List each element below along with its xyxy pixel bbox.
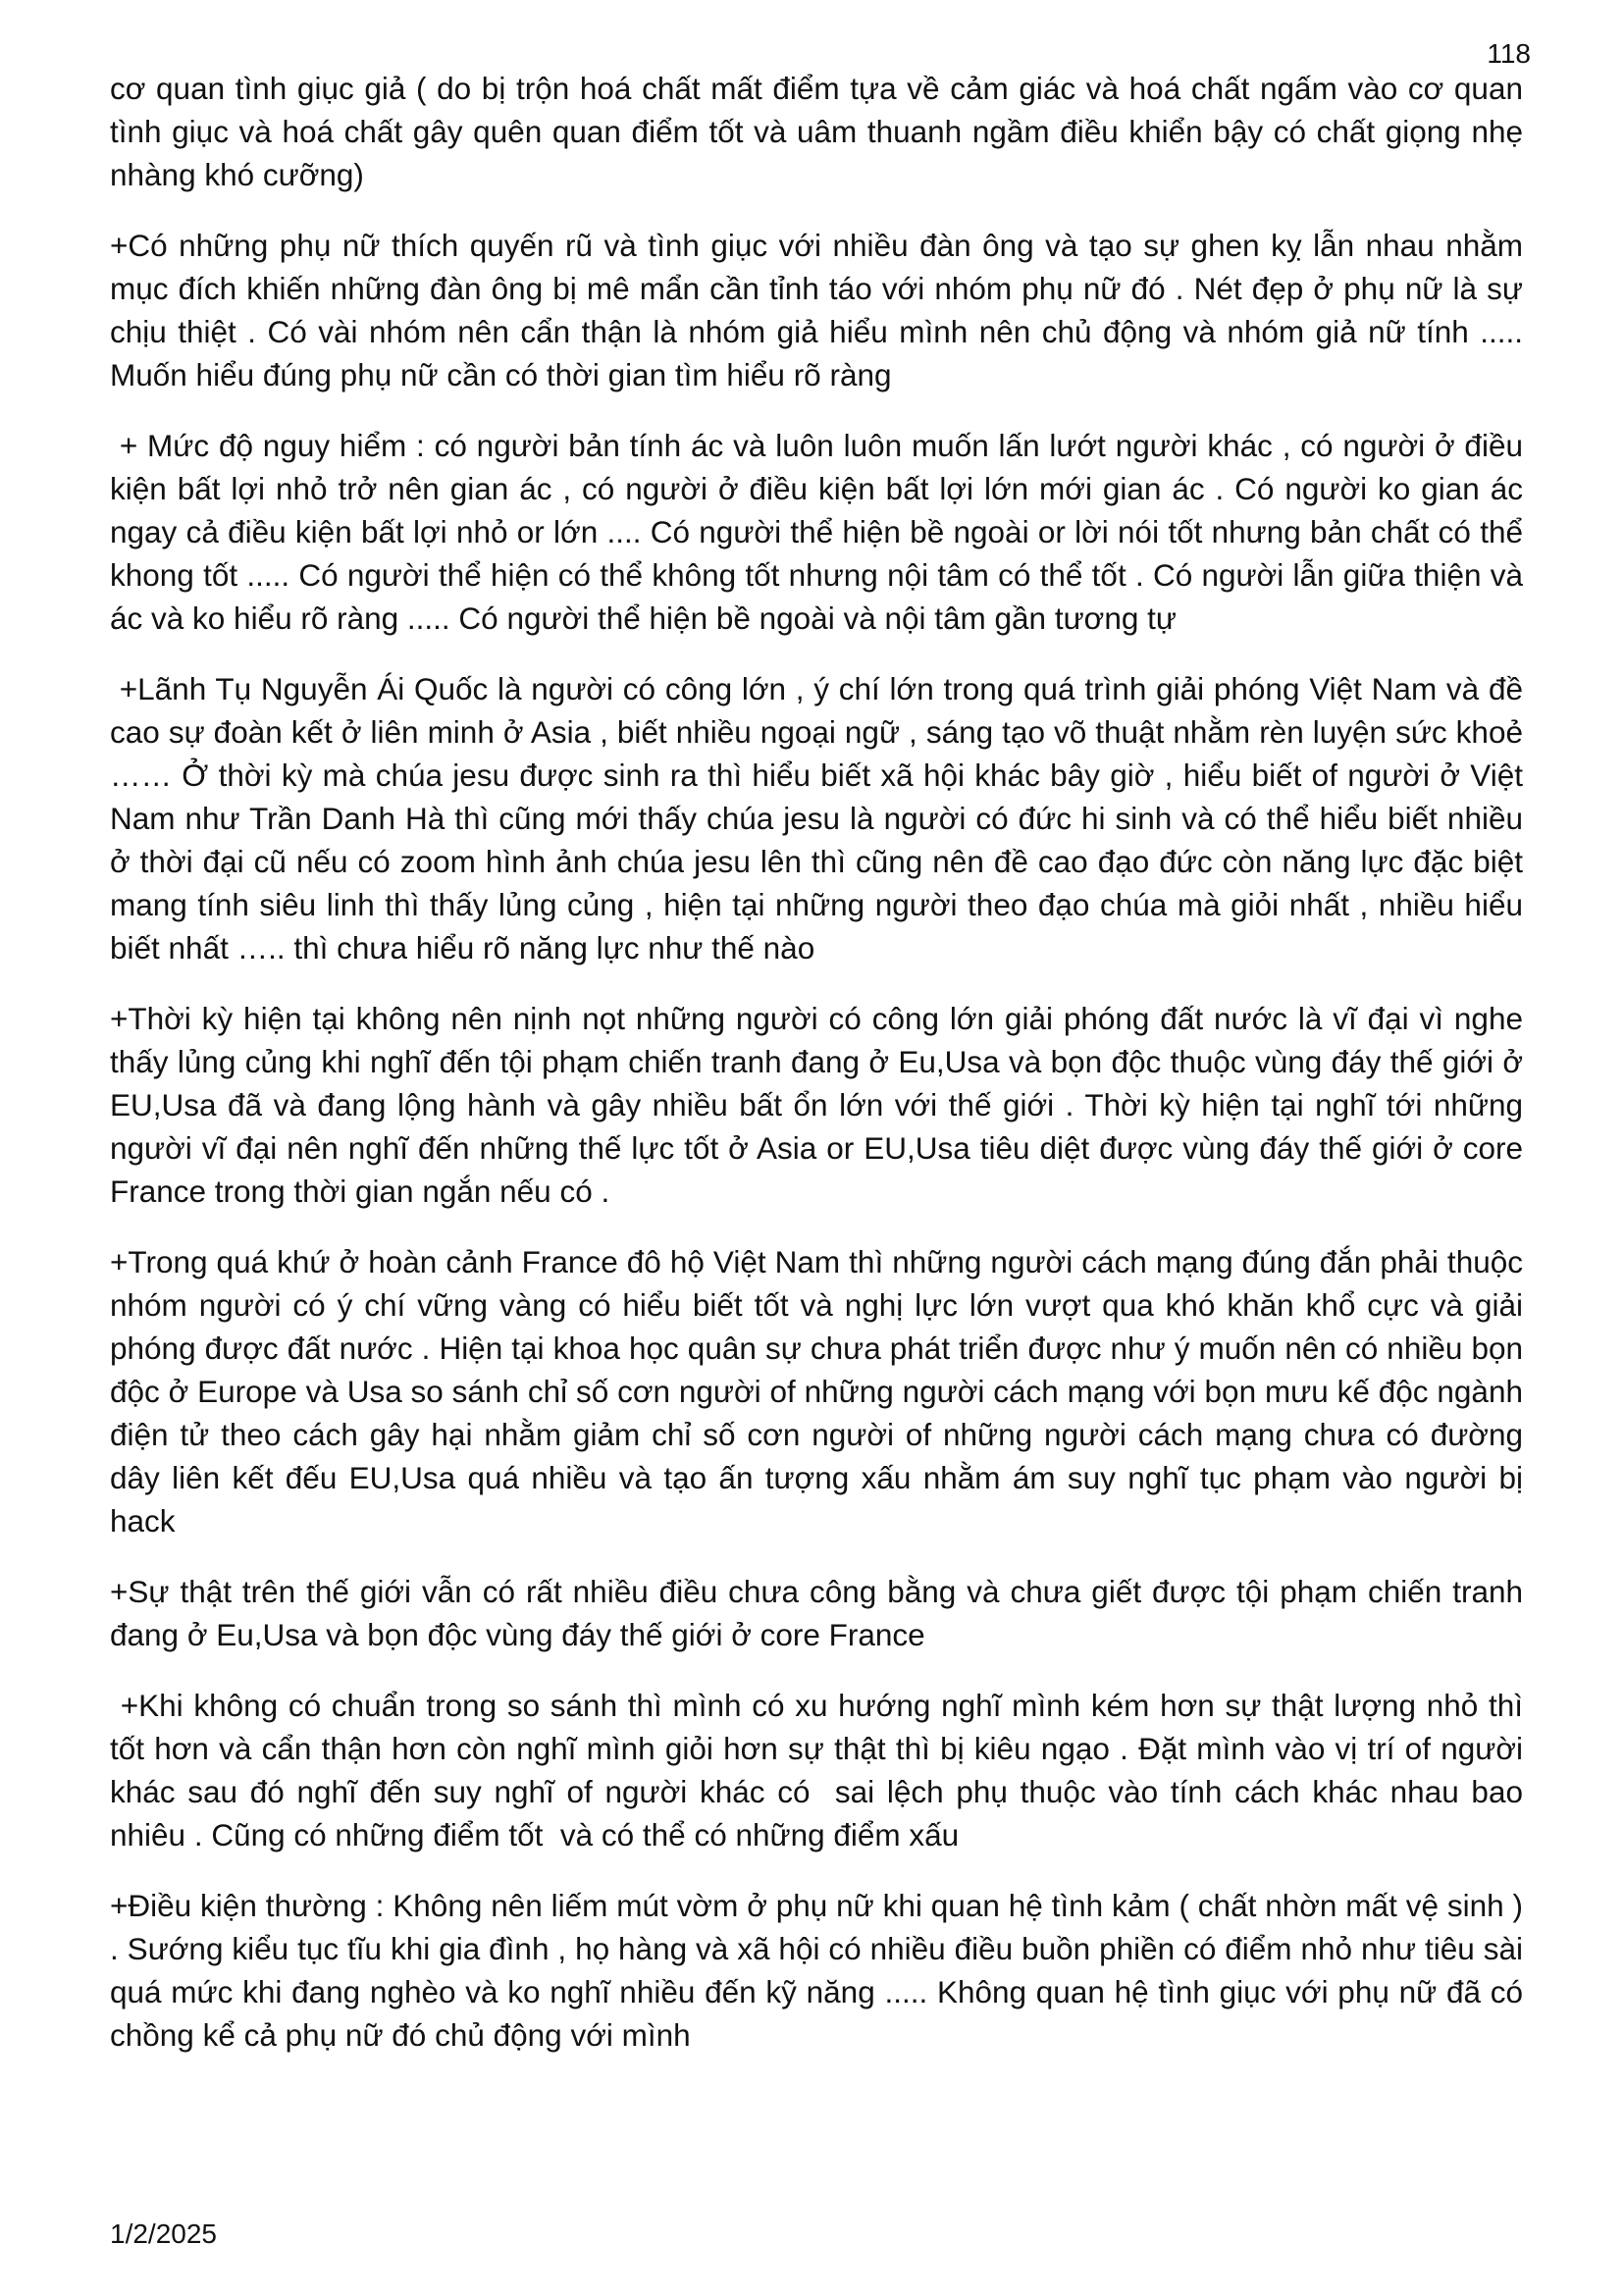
paragraph-9: +Điều kiện thường : Không nên liếm mút vờm ở phụ nữ khi quan hệ tình kảm ( chất nhờn mất vệ sinh ) . Sướng kiểu tục tĩu khi gia đình , họ hàng và xã hội có nhiều điều buồn phiền có điểm nhỏ như tiêu sài quá mức khi đang nghèo và ko nghĩ nhiều đến kỹ năng ..... Không quan hệ tình giục với phụ nữ đã có chồng kể cả phụ nữ đó chủ động với mình (110, 1888, 1532, 2053)
paragraph-2: +Có những phụ nữ thích quyến rũ và tình giục với nhiều đàn ông và tạo sự ghen kỵ lẫn nhau nhằm mục đích khiến những đàn ông bị mê mẩn cần tỉnh táo với nhóm phụ nữ đó . Nét đẹp ở phụ nữ là sự chịu thiệt . Có vài nhóm nên cẩn thận là nhóm giả hiểu mình nên chủ động và nhóm giả nữ tính ..... Muốn hiểu đúng phụ nữ cần có thời gian tìm hiểu rõ ràng (110, 228, 1541, 392)
paragraph-5: +Thời kỳ hiện tại không nên nịnh nọt những người có công lớn giải phóng đất nước là vĩ đại vì nghe thấy lủng củng khi nghĩ đến tội phạm chiến tranh đang ở Eu,Usa và bọn độc thuộc vùng đáy thế giới ở EU,Usa đã và đang lộng hành và gây nhiều bất ổn lớn với thế giới . Thời kỳ hiện tại nghĩ tới những người vĩ đại nên nghĩ đến những thế lực tốt ở Asia or EU,Usa tiêu diệt được vùng đáy thế giới ở core France trong thời gian ngắn nếu có . (110, 1001, 1532, 1209)
paragraph-4: +Lãnh Tụ Nguyễn Ái Quốc là người có công lớn , ý chí lớn trong quá trình giải phóng Việt Nam và đề cao sự đoàn kết ở liên minh ở Asia , biết nhiều ngoại ngữ , sáng tạo võ thuật nhằm rèn luyện sức khoẻ …… Ở thời kỳ mà chúa jesu được sinh ra thì hiểu biết xã hội khác bây giờ , hiểu biết of người ở Việt Nam như Trần Danh Hà thì cũng mới thấy chúa jesu là người có đức hi sinh và có thể hiểu biết nhiều ở thời đại cũ nếu có zoom hình ảnh chúa jesu lên thì cũng nên đề cao đạo đức còn năng lực đặc biệt mang tính siêu linh thì thấy lủng củng , hiện tại những người theo đạo chúa mà giỏi nhất , nhiều hiểu biết nhất ….. thì chưa hiểu rõ năng lực như thế nào (110, 671, 1532, 965)
paragraph-3: + Mức độ nguy hiểm : có người bản tính ác và luôn luôn muốn lấn lướt người khác , có người ở điều kiện bất lợi nhỏ trở nên gian ác , có người ở điều kiện bất lợi lớn mới gian ác . Có người ko gian ác ngay cả điều kiện bất lợi nhỏ or lớn .... Có người thể hiện bề ngoài or lời nói tốt nhưng bản chất có thể khong tốt ..... Có người thể hiện có thể không tốt nhưng nội tâm có thể tốt . Có người lẫn giữa thiện và ác và ko hiểu rõ ràng ..... Có người thể hiện bề ngoài và nội tâm gần tương tự (110, 428, 1532, 636)
document-body (110, 67, 1541, 2084)
footer-date: 1/2/2025 (110, 2218, 217, 2249)
page-number: 118 (1487, 38, 1531, 69)
paragraph-8: +Khi không có chuẩn trong so sánh thì mình có xu hướng nghĩ mình kém hơn sự thật lượng nhỏ thì tốt hơn và cẩn thận hơn còn nghĩ mình giỏi hơn sự thật thì bị kiêu ngạo . Đặt mình vào vị trí of người khác sau đó nghĩ đến suy nghĩ of người khác có sai lệch phụ thuộc vào tính cách khác nhau bao nhiêu . Cũng có những điểm tốt và có thể có những điểm xấu (110, 1688, 1532, 1852)
paragraph-6: +Trong quá khứ ở hoàn cảnh France đô hộ Việt Nam thì những người cách mạng đúng đắn phải thuộc nhóm người có ý chí vững vàng có hiểu biết tốt và nghị lực lớn vượt qua khó khăn khổ cực và giải phóng được đất nước . Hiện tại khoa học quân sự chưa phát triển được như ý muốn nên có nhiều bọn độc ở Europe và Usa so sánh chỉ số cơn người of những người cách mạng với bọn mưu kế độc ngành điện tử theo cách gây hại nhằm giảm chỉ số cơn người of những người cách mạng chưa có đường dây liên kết đếu EU,Usa quá nhiều và tạo ấn tượng xấu nhằm ám suy nghĩ tục phạm vào người bị hack (110, 1244, 1532, 1539)
paragraph-1: cơ quan tình giục giả ( do bị trộn hoá chất mất điểm tựa về cảm giác và hoá chất ngấm vào cơ quan tình giục và hoá chất gây quên quan điểm tốt và uâm thuanh ngầm điều khiển bậy có chất giọng nhẹ nhàng khó cưỡng) (110, 71, 1532, 192)
paragraph-7: +Sự thật trên thế giới vẫn có rất nhiều điều chưa công bằng và chưa giết được tội phạm chiến tranh đang ở Eu,Usa và bọn độc vùng đáy thế giới ở core France (110, 1574, 1532, 1652)
